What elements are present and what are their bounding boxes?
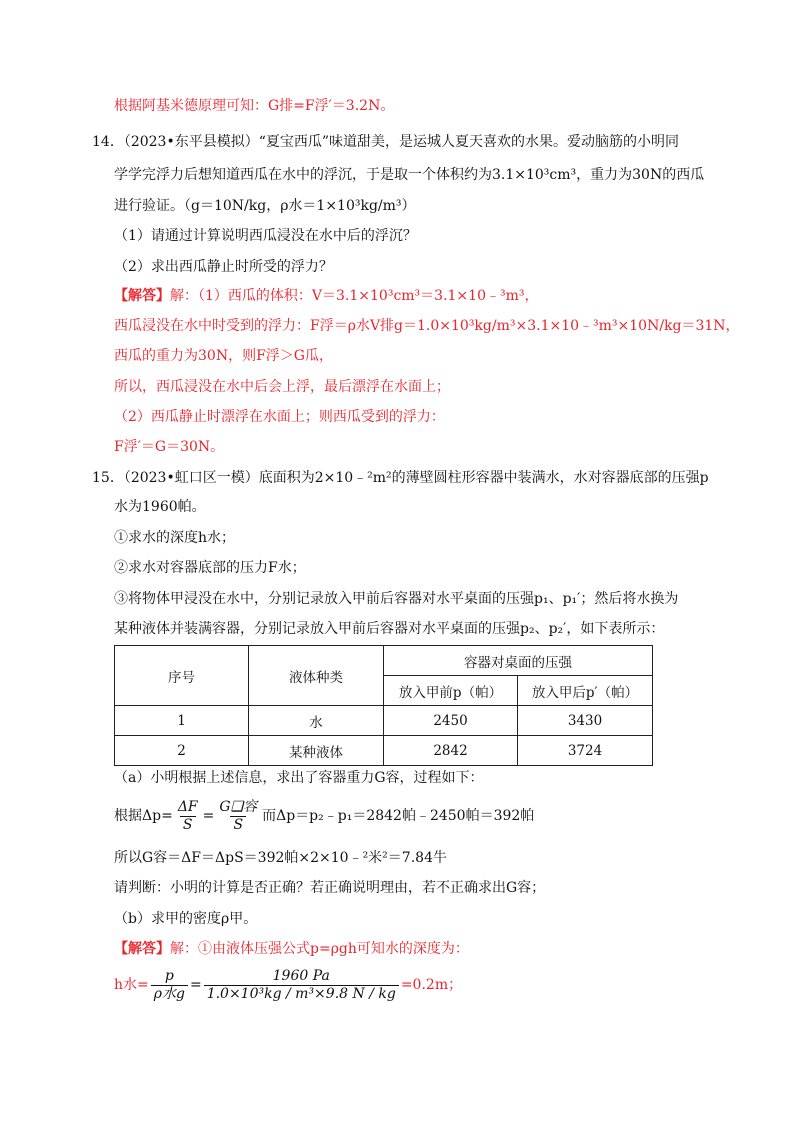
- question-14-line: （2）求出西瓜静止时所受的浮力？: [114, 259, 333, 275]
- question-15-line: ①求水的深度h水；: [114, 530, 236, 546]
- cell-after: 3724: [518, 736, 653, 766]
- cell-no: 1: [115, 706, 249, 736]
- fraction-numerator: G❑容: [219, 798, 258, 815]
- answer-14-line: 所以，西瓜浸没在水中后会上浮，最后漂浮在水面上；: [114, 379, 450, 395]
- formula-text: =: [189, 977, 202, 993]
- header-pressure-group: 容器对桌面的压强: [384, 646, 653, 676]
- table-row: [115, 736, 653, 766]
- formula-line: [114, 798, 534, 834]
- fraction-denominator: S: [230, 816, 246, 834]
- fraction: [204, 968, 399, 1003]
- question-14-line: 进行验证。（g＝10N/kg，ρ水＝1×10³kg/m³）: [114, 198, 416, 214]
- cell-liquid: 水: [249, 706, 384, 736]
- cell-before: 2450: [384, 706, 518, 736]
- question-14-line: （1）请通过计算说明西瓜浸没在水中后的浮沉？: [114, 228, 417, 244]
- cell-liquid: 某种液体: [249, 736, 384, 766]
- fraction: [216, 799, 260, 834]
- table-row: [115, 706, 653, 736]
- question-15-line: 15．（2023•虹口区一模）底面积为2×10﹣²m²的薄壁圆柱形容器中装满水，水对容器底部的压强p: [92, 470, 709, 486]
- formula-line: [114, 966, 462, 1004]
- question-15-line: （b）求甲的密度ρ甲。: [114, 911, 258, 927]
- fraction-denominator: S: [180, 816, 196, 834]
- formula-text: =0.2m；: [400, 977, 463, 993]
- answer-14-line: 西瓜的重力为30N，则F浮＞G瓜，: [114, 348, 333, 364]
- fraction-denominator: 1.0×10³kg / m³×9.8 N / kg: [204, 985, 399, 1003]
- fraction-numerator: p: [164, 967, 174, 984]
- question-15-line: 所以G容＝ΔF＝ΔpS＝392帕×2×10﹣²米²＝7.84牛: [114, 850, 447, 866]
- question-15-line: 水为1960帕。: [114, 499, 206, 515]
- header-liquid: 液体种类: [249, 646, 384, 706]
- answer-text: 解：①由液体压强公式p=ρgh可知水的深度为：: [170, 941, 469, 957]
- pressure-table: [114, 645, 653, 766]
- formula-text: 而Δp＝p₂﹣p₁＝2842帕﹣2450帕＝392帕: [262, 808, 535, 824]
- answer-14-line: [114, 286, 538, 306]
- answer-14-line: （2）西瓜静止时漂浮在水面上；则西瓜受到的浮力：: [114, 409, 445, 425]
- fraction: [151, 968, 188, 1003]
- cell-after: 3430: [518, 706, 653, 736]
- formula-text: 根据Δp=: [114, 808, 173, 824]
- question-14-line: 学学完浮力后想知道西瓜在水中的浮沉，于是取一个体积约为3.1×10³cm³，重力为30N的西瓜: [114, 167, 705, 183]
- cell-no: 2: [115, 736, 249, 766]
- answer-15-line: [114, 939, 469, 959]
- question-15-line: （a）小明根据上述信息，求出了容器重力G容，过程如下：: [114, 770, 484, 786]
- answer-tag: 【解答】: [114, 288, 170, 304]
- fraction-denominator: ρ水g: [151, 985, 188, 1003]
- answer-14-line: F浮′＝G＝30N。: [114, 439, 225, 455]
- answer-14-line: 西瓜浸没在水中时受到的浮力：F浮＝ρ水V排g＝1.0×10³kg/m³×3.1×10﹣³m³×10N/kg＝31N，: [114, 318, 740, 334]
- question-15-line: 请判断：小明的计算是否正确？若正确说明理由，若不正确求出G容；: [114, 880, 546, 896]
- formula-text: h水=: [114, 977, 149, 993]
- question-15-line: ③将物体甲浸没在水中，分别记录放入甲前后容器对水平桌面的压强p₁、p₁′；然后将水换为: [114, 591, 679, 607]
- answer-text: 解：（1）西瓜的体积：V＝3.1×10³cm³＝3.1×10﹣³m³，: [170, 288, 539, 304]
- answer-line: 根据阿基米德原理可知：G排=F浮′＝3.2N。: [114, 98, 395, 114]
- formula-text: =: [202, 808, 215, 824]
- fraction: [175, 799, 201, 834]
- question-15-line: ②求水对容器底部的压力F水；: [114, 560, 306, 576]
- question-15-line: 某种液体并装满容器，分别记录放入甲前后容器对水平桌面的压强p₂、p₂′，如下表所示：: [114, 621, 665, 637]
- fraction-numerator: 1960 Pa: [272, 967, 330, 984]
- header-no: 序号: [115, 646, 249, 706]
- cell-before: 2842: [384, 736, 518, 766]
- fraction-numerator: ΔF: [177, 798, 198, 815]
- header-after: 放入甲后p′（帕）: [518, 676, 653, 706]
- answer-tag: 【解答】: [114, 941, 170, 957]
- header-before: 放入甲前p（帕）: [384, 676, 518, 706]
- question-14-line: 14．（2023•东平县模拟）“夏宝西瓜”味道甜美，是运城人夏天喜欢的水果。爱动脑筋的小明同: [92, 134, 680, 150]
